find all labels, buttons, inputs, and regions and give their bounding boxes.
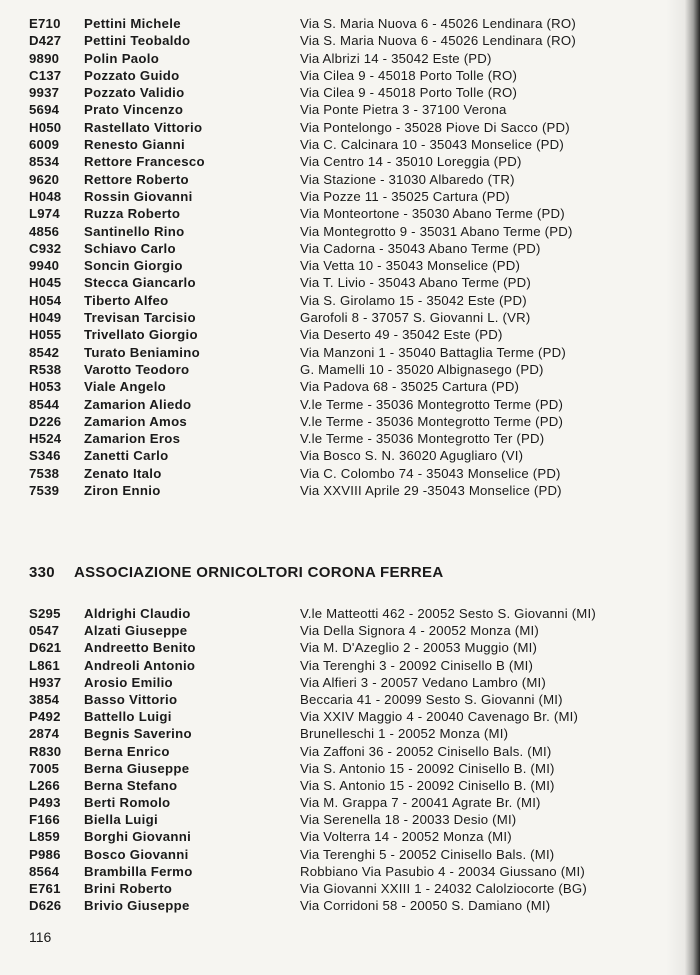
member-code: H053 [29,379,62,395]
member-row [0,657,700,674]
member-name: Santinello Rino [84,223,185,239]
member-address: Via Padova 68 - 35025 Cartura (PD) [300,379,520,395]
member-address: Via Pontelongo - 35028 Piove Di Sacco (PD) [300,119,570,135]
member-name: Berna Giuseppe [84,760,190,776]
member-name: Zanetti Carlo [84,448,169,464]
member-row [0,846,700,863]
member-address: Via S. Maria Nuova 6 - 45026 Lendinara (RO) [300,16,576,31]
member-name: Berna Stefano [84,777,178,793]
section-heading [29,564,443,581]
member-row [0,223,700,240]
member-address: Via Corridoni 58 - 20050 S. Damiano (MI) [300,898,551,914]
member-row [0,136,700,153]
member-address: Via Cilea 9 - 45018 Porto Tolle (RO) [300,67,518,83]
member-name: Soncin Giorgio [84,258,183,274]
member-address: Via Serenella 18 - 20033 Desio (MI) [300,812,517,828]
member-name: Borghi Giovanni [84,829,192,845]
member-row [0,171,700,188]
member-name: Basso Vittorio [84,691,178,707]
member-row [0,743,700,760]
member-code: 7005 [29,760,60,776]
member-code: H049 [29,310,62,326]
member-row [0,378,700,395]
member-code: 3854 [29,691,60,707]
member-address: Via Cilea 9 - 45018 Porto Tolle (RO) [300,85,518,101]
member-row [0,811,700,828]
member-code: C932 [29,240,62,256]
member-row [0,240,700,257]
member-address: Via Bosco S. N. 36020 Agugliaro (VI) [300,448,524,464]
member-address: Via Pozze 11 - 35025 Cartura (PD) [300,188,510,204]
member-address: Via XXVIII Aprile 29 -35043 Monselice (PD) [300,483,562,499]
member-code: P986 [29,846,61,862]
member-code: S346 [29,448,61,464]
member-name: Trivellato Giorgio [84,327,198,343]
member-address: Brunelleschi 1 - 20052 Monza (MI) [300,726,509,742]
member-name: Bosco Giovanni [84,846,189,862]
member-code: E710 [29,16,61,31]
member-list-section-1 [0,15,700,499]
member-address: Via Montegrotto 9 - 35031 Abano Terme (PD) [300,223,573,239]
member-row [0,413,700,430]
member-name: Trevisan Tarcisio [84,310,196,326]
member-name: Zamarion Eros [84,431,181,447]
member-name: Aldrighi Claudio [84,606,191,621]
member-row [0,344,700,361]
member-code: R538 [29,361,62,377]
member-name: Prato Vincenzo [84,102,184,118]
member-name: Arosio Emilio [84,674,173,690]
member-name: Berti Romolo [84,795,171,811]
member-row [0,880,700,897]
member-name: Renesto Gianni [84,137,185,153]
member-row [0,274,700,291]
member-name: Brivio Giuseppe [84,898,190,914]
member-row [0,622,700,639]
member-name: Brambilla Fermo [84,863,193,879]
member-name: Alzati Giuseppe [84,623,188,639]
member-name: Pettini Michele [84,16,181,31]
member-row [0,725,700,742]
member-address: Via Deserto 49 - 35042 Este (PD) [300,327,503,343]
member-row [0,119,700,136]
member-code: L266 [29,777,60,793]
member-row [0,153,700,170]
member-code: L974 [29,206,60,222]
member-row [0,674,700,691]
member-code: C137 [29,67,62,83]
member-row [0,794,700,811]
member-address: Via Cadorna - 35043 Abano Terme (PD) [300,240,541,256]
member-address: V.le Matteotti 462 - 20052 Sesto S. Giovanni (MI) [300,606,596,621]
member-code: H048 [29,188,62,204]
member-name: Tiberto Alfeo [84,292,169,308]
member-address: Via Della Signora 4 - 20052 Monza (MI) [300,623,539,639]
member-row [0,396,700,413]
member-address: Via S. Antonio 15 - 20092 Cinisello B. (MI) [300,760,555,776]
member-code: 2874 [29,726,60,742]
member-row [0,101,700,118]
member-address: Via Terenghi 3 - 20092 Cinisello B (MI) [300,657,534,673]
member-row [0,828,700,845]
member-row [0,863,700,880]
member-name: Pettini Teobaldo [84,33,191,49]
member-row [0,15,700,32]
member-name: Pozzato Guido [84,67,180,83]
member-row [0,482,700,499]
member-code: D226 [29,413,62,429]
member-row [0,326,700,343]
member-row [0,465,700,482]
member-address: Via Monteortone - 35030 Abano Terme (PD) [300,206,565,222]
member-row [0,447,700,464]
member-address: V.le Terme - 35036 Montegrotto Terme (PD) [300,413,564,429]
member-address: Via XXIV Maggio 4 - 20040 Cavenago Br. (MI) [300,709,579,725]
member-name: Zamarion Amos [84,413,188,429]
member-code: P492 [29,709,61,725]
member-name: Rettore Roberto [84,171,189,187]
member-code: F166 [29,812,60,828]
member-row [0,292,700,309]
member-address: Via Alfieri 3 - 20057 Vedano Lambro (MI) [300,674,546,690]
member-name: Ruzza Roberto [84,206,181,222]
member-address: Via Giovanni XXIII 1 - 24032 Calolziocorte (BG) [300,881,587,896]
member-code: 7539 [29,483,60,499]
member-code: L861 [29,657,60,673]
member-row [0,605,700,622]
member-name: Varotto Teodoro [84,361,190,377]
member-row [0,708,700,725]
member-code: E761 [29,881,61,896]
member-code: D427 [29,33,62,49]
member-address: Garofoli 8 - 37057 S. Giovanni L. (VR) [300,310,531,326]
member-code: H045 [29,275,62,291]
member-row [0,205,700,222]
member-name: Viale Angelo [84,379,167,395]
member-row [0,309,700,326]
member-name: Andreetto Benito [84,640,196,656]
member-code: H050 [29,119,62,135]
member-code: H524 [29,431,62,447]
member-name: Ziron Ennio [84,483,161,499]
member-address: Via T. Livio - 35043 Abano Terme (PD) [300,275,531,291]
member-address: Beccaria 41 - 20099 Sesto S. Giovanni (MI) [300,691,563,707]
member-name: Begnis Saverino [84,726,192,742]
member-name: Brini Roberto [84,881,173,896]
member-name: Zenato Italo [84,465,162,481]
member-row [0,84,700,101]
member-name: Biella Luigi [84,812,158,828]
member-name: Zamarion Aliedo [84,396,192,412]
member-address: Robbiano Via Pasubio 4 - 20034 Giussano (MI) [300,863,585,879]
member-address: Via Centro 14 - 35010 Loreggia (PD) [300,154,522,170]
member-address: Via Albrizi 14 - 35042 Este (PD) [300,50,492,66]
member-code: 8564 [29,863,60,879]
member-name: Rossin Giovanni [84,188,193,204]
section-number: 330 [29,564,55,581]
member-code: L859 [29,829,60,845]
member-row [0,430,700,447]
member-row [0,760,700,777]
section-title: ASSOCIAZIONE ORNICOLTORI CORONA FERREA [74,564,444,581]
member-address: Via Volterra 14 - 20052 Monza (MI) [300,829,512,845]
member-row [0,67,700,84]
member-code: 9940 [29,258,60,274]
member-code: D626 [29,898,62,914]
member-list-section-2 [0,605,700,914]
member-code: 9620 [29,171,60,187]
member-name: Berna Enrico [84,743,170,759]
member-address: Via S. Antonio 15 - 20092 Cinisello B. (MI) [300,777,555,793]
member-code: 9937 [29,85,60,101]
member-name: Battello Luigi [84,709,172,725]
member-code: 8544 [29,396,60,412]
member-name: Stecca Giancarlo [84,275,196,291]
member-address: V.le Terme - 35036 Montegrotto Ter (PD) [300,431,545,447]
member-row [0,257,700,274]
member-code: 6009 [29,137,60,153]
member-name: Turato Beniamino [84,344,200,360]
member-row [0,188,700,205]
member-address: Via Terenghi 5 - 20052 Cinisello Bals. (MI) [300,846,555,862]
member-code: D621 [29,640,62,656]
member-code: P493 [29,795,61,811]
member-address: Via Zaffoni 36 - 20052 Cinisello Bals. (MI) [300,743,552,759]
member-code: R830 [29,743,62,759]
member-row [0,777,700,794]
member-address: Via C. Calcinara 10 - 35043 Monselice (PD) [300,137,564,153]
member-row [0,897,700,914]
member-row [0,50,700,67]
member-code: H937 [29,674,62,690]
member-code: 0547 [29,623,60,639]
member-name: Rastellato Vittorio [84,119,203,135]
member-row [0,361,700,378]
member-address: Via Vetta 10 - 35043 Monselice (PD) [300,258,521,274]
member-address: Via C. Colombo 74 - 35043 Monselice (PD) [300,465,561,481]
member-row [0,32,700,49]
member-code: 4856 [29,223,60,239]
member-name: Rettore Francesco [84,154,205,170]
member-name: Andreoli Antonio [84,657,196,673]
member-name: Polin Paolo [84,50,160,66]
member-code: H055 [29,327,62,343]
member-code: H054 [29,292,62,308]
member-address: Via S. Maria Nuova 6 - 45026 Lendinara (RO) [300,33,576,49]
member-address: V.le Terme - 35036 Montegrotto Terme (PD) [300,396,564,412]
member-name: Pozzato Validio [84,85,185,101]
member-address: Via Ponte Pietra 3 - 37100 Verona [300,102,507,118]
member-code: S295 [29,606,61,621]
member-code: 8534 [29,154,60,170]
member-address: Via M. D'Azeglio 2 - 20053 Muggio (MI) [300,640,538,656]
member-address: Via M. Grappa 7 - 20041 Agrate Br. (MI) [300,795,541,811]
member-row [0,691,700,708]
member-address: G. Mamelli 10 - 35020 Albignasego (PD) [300,361,544,377]
member-code: 7538 [29,465,60,481]
member-code: 5694 [29,102,60,118]
member-name: Schiavo Carlo [84,240,176,256]
page-number: 116 [29,929,52,945]
member-address: Via Manzoni 1 - 35040 Battaglia Terme (PD) [300,344,566,360]
member-code: 9890 [29,50,60,66]
member-row [0,639,700,656]
member-address: Via Stazione - 31030 Albaredo (TR) [300,171,515,187]
member-address: Via S. Girolamo 15 - 35042 Este (PD) [300,292,527,308]
member-code: 8542 [29,344,60,360]
